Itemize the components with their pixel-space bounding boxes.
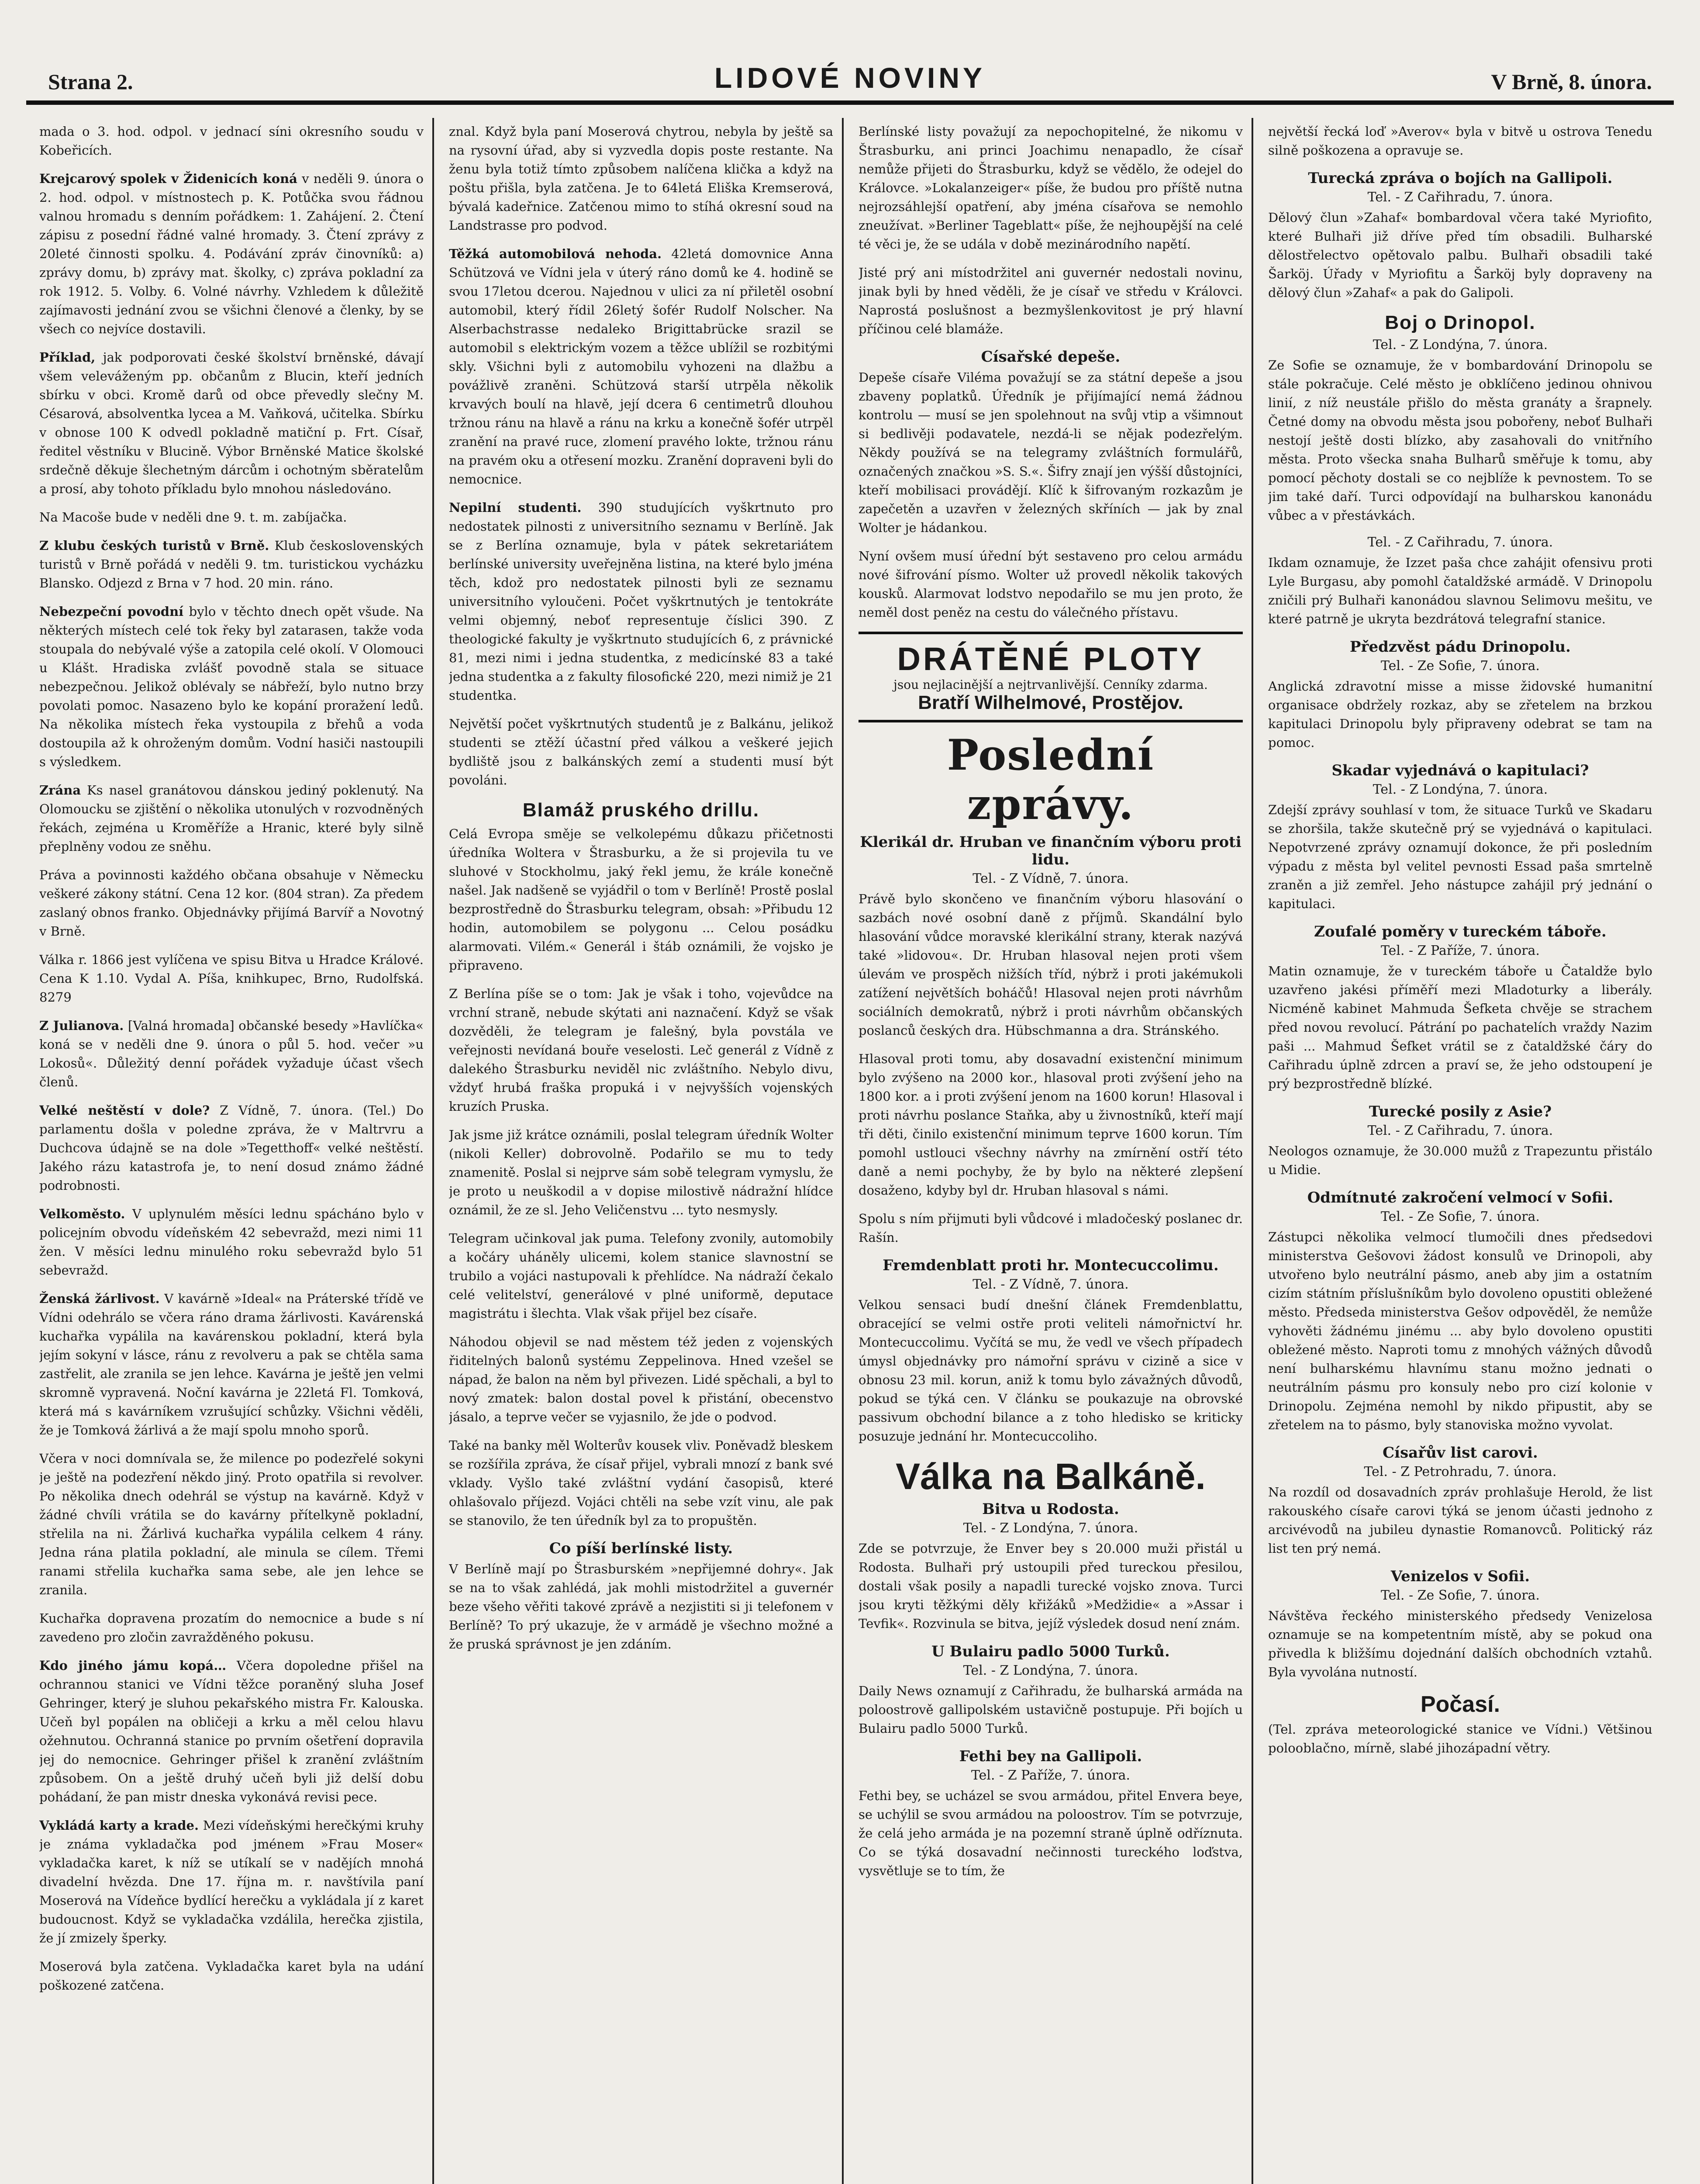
article-text: Z Vídně, 7. února. (Tel.) Do parlamentu došla v poledne zpráva, že v Maltrvru a Duchcova údajně se na dole »Tegetthoff« velké neštěstí. Jakého rázu katastrofa je, to není dosud známo žádné podrobnosti.	[39, 1103, 424, 1193]
article-paragraph	[859, 547, 1243, 622]
article-subheadline: Předzvěst pádu Drinopolu.	[1349, 638, 1571, 656]
article-subheadline: Klerikál dr. Hruban ve finančním výboru proti lidu.	[860, 833, 1241, 868]
article-text: V Berlíně mají po Štrasburském »nepřijemné dohry«. Jak se na to však zahlédá, jak mohli mistodržitel a guvernér beze všeho věřiti takové zprávě a nezjistiti si ji telefonem v Berlíně? To prý ukazuje, že v armádě je všechno možné a že pruská správnost je jen zdáním.	[449, 1562, 833, 1652]
article-paragraph	[1268, 1720, 1652, 1758]
article-paragraph	[39, 950, 424, 1007]
article-paragraph	[39, 781, 424, 856]
article-text: Dělový člun »Zahaf« bombardoval včera také Myriofito, které Bulhaři již dříve před tím obsadili. Bulharské dělostřelectvo opětovalo palbu. Bulhaři obsadili také Šarköj. Úřady v Myriofitu a Šarköj byly dopraveny na dělový člun »Zahaf« a pak do Galipoli.	[1268, 210, 1652, 300]
article-headline: Blamáž pruského drillu.	[522, 799, 760, 821]
article-dateline: Tel. - Z Londýna, 7. února.	[963, 1521, 1138, 1536]
weather-heading: Počasí.	[1420, 1692, 1500, 1717]
article-subheadline: Co píší berlínské listy.	[549, 1540, 733, 1557]
article-text: bylo v těchto dnech opět všude. Na některých místech celé tok řeky byl zatarasen, takže voda stoupala do nebývalé výše a zatopila celé okolí. V Olomouci u Klášt. Hradiska zvlášť povodně stala se situace nebezpečnou. Jelikož oblévaly se nábřeží, bylo nutno brzy povolati pomoc. Nasazeno bylo ke kopání proražení ledů. Na několika místech řeka vystoupila z břehů a voda dostoupila až k ohroženým domům. Vodní hasiči nastoupili s výsledkem.	[39, 604, 424, 769]
article-dateline: Tel. - Z Vídně, 7. února.	[972, 1277, 1129, 1292]
article-paragraph	[39, 602, 424, 771]
article-text: Jak jsme již krátce oznámili, poslal telegram úředník Wolter (nikoli Keller) dobrovolně. Podařilo se mu to tedy znamenitě. Poslal si nejprve sám sobě telegram vymyslu, že je proto u neuškodil a v dopise milostivě nádražní hlídce oznámil, že ze sl. Jeho Veličenstvu ... tyto nesmysly.	[449, 1127, 833, 1217]
masthead-title: LIDOVÉ NOVINY	[714, 62, 986, 94]
article-text: znal. Když byla paní Moserová chytrou, nebyla by ještě sa na rysovní úřad, aby si vyzvedla dopis poste restante. Na ženu byla totiž tímto způsobem nalíčena klička a když na poštu přišla, byla zatčena. Je to 64letá Eliška Kremserová, bývalá kadeřnice. Zatčenou mimo to stíhá okresní soud na Landstrasse pro podvod.	[449, 124, 833, 233]
article-subheadline: Odmítnuté zakročení velmocí v Sofii.	[1307, 1189, 1614, 1206]
ad-tagline: jsou nejlacinější a nejtrvanlivější. Cenníky zdarma.	[893, 677, 1208, 692]
page-header	[26, 17, 1674, 105]
article-paragraph	[1268, 1142, 1652, 1179]
article-text: Právě bylo skončeno ve finančním výboru hlasování o sazbách nové osobní daně z příjmů. Skandální bylo hlasování vůdce moravské klerikální strany, kterak nazývá také »lidovou«. Dr. Hruban hlasoval nejen proti všem úlevám ve prospěch nižších tříd, nýbrž i proti jakémukoli zatížení největších boháčů! Hlasoval nejen proti návrhům sociálních demokratů, nýbrž i proti návrhům občanských poslanců českých dra. Hübschmanna a dra. Stránského.	[859, 892, 1243, 1038]
article-text: Včera dopoledne přišel na ochrannou stanici ve Vídni těžce poraněný sluha Josef Gehringer, který je sluhou pekařského mistra Fr. Kalouska. Učeň byl popálen na obličeji a krku a měl celou hlavu ožehnutou. Ochranná stanice po prvním ošetření dopravila jej do nemocnice. Gehringer přišel k zranění zvláštním způsobem. On a ještě druhý učeň byli již delší dobu pohádaní, že pan mistr dneska vykonává revisi pece.	[39, 1658, 424, 1804]
article-paragraph	[39, 1016, 424, 1092]
article-paragraph	[1268, 208, 1652, 302]
article-text: Z Berlína píše se o tom: Jak je však i toho, vojevůdce na vrchní straně, nebude skýtati ani naznačení. Když se však dozvěděli, že telegram je falešný, byla povstála ve veřejnosti nevídaná bouře veselosti. Leč generál z Vídně z dalekého Štrasburku neviděl nic zvláštního. Nebylo divu, vždyť hrubá fraška propuká i v nejvyšších vojenských kruzích Pruska.	[449, 986, 833, 1114]
advertisement	[859, 632, 1243, 722]
column-3	[859, 122, 1243, 2184]
article-text: Zde se potvrzuje, že Enver bey s 20.000 muži přistál u Rodosta. Bulhaři prý ustoupili před tureckou přesilou, dostali však posily a napadli turecké vojsko znova. Turci jsou kryti těžkými děly křižáků »Medžidie« a »Assar i Tevfik«. Rozvinula se bitva, jejíž výsledek dosud není znám.	[859, 1541, 1243, 1631]
article-paragraph	[859, 122, 1243, 254]
article-lead: Nepilní studenti.	[449, 500, 582, 515]
column-4	[1268, 122, 1652, 2184]
article-paragraph	[39, 1816, 424, 1948]
article-text: jak podporovati české školství brněnské, dávají všem veleváženým pp. občanům z Blucin, kteří jedních sbírku v obci. Kromě darů od obce převedly slečny M. Césarová, absolventka lycea a M. Vaňková, učitelka. Sbírku v obnose 100 K odvedl pokladně matiční p. Frt. Císař, ředitel věstníku v Blucině. Výbor Brněnské Matice školské srdečně děkuje šlechetným dárcům i ochotným sběratelům a prosí, aby tohoto příkladu bylo mnohou následováno.	[39, 350, 424, 496]
article-text: Velkou sensaci budí dnešní článek Fremdenblattu, obracející se velmi ostře proti veliteli námořnictví hr. Montecuccolimu. Vyčítá se mu, že vedl ve všech případech úmysl objednávky pro námořní správu v cizině a sice v obnosu 23 mil. korun, aniž k tomu bylo závažných důvodů, pokud se týká cen. V článku se poukazuje na obrovské passivum obchodní bilance a z toho hledisko se kriticky posuzuje jednání hr. Montecuccoliho.	[859, 1297, 1243, 1444]
article-text: 42letá domovnice Anna Schützová ve Vídni jela v úterý ráno domů ke 4. hodině se svou 17letou dcerou. Najednou v ulici za ní přiletěl osobní automobil, který řídil 26letý šofér Rudolf Nolscher. Na Alserbachstrasse nedaleko Brigittabrücke srazil se automobil s elektrickým vozem a těžce ublížil se rozbitými skly. Všichni byli z automobilu vyhozeni na dlažbu a povážlivě zraněni. Schützová starší utrpěla několik krvavých boulí na hlavě, její dcera 6 centimetrů dlouhou tržnou ránu na hlavě a ránu na krku a konečně šofér utrpěl zranění na pravé ruce, zlomení pravého lokte, tržnou ránu na pravém oku a otřesení mozku. Zranění dopraveni byli do nemocnice.	[449, 246, 833, 487]
article-dateline: Tel. - Ze Sofie, 7. února.	[1381, 1209, 1540, 1224]
section-headline: Poslední zprávy.	[947, 730, 1155, 829]
column-divider	[1252, 118, 1253, 2184]
article-paragraph	[1268, 801, 1652, 913]
article-text: V kavárně »Ideal« na Práterské třídě ve Vídni odehrálo se včera ráno drama žárlivosti. Kavárenská kuchařka vypálila na kavárenskou pokladní, která byla jejím sokyní v lásce, ránu z revolveru a pak se chtěla sama zastřelit, ale zranila se jen lehce. Kavárna je ještě jen velmi skromně vypravená. Noční kavárna je 22letá Fl. Tomková, která má s kavárníkem vzrušující schůzky. Všichni věděli, že je Tomková žárlivá a že mají spolu mnoho sporů.	[39, 1291, 424, 1438]
article-paragraph	[449, 1436, 833, 1530]
article-text: Kuchařka dopravena prozatím do nemocnice a bude s ní zavedeno pro zločin zavražděného pokusu.	[39, 1611, 424, 1645]
article-paragraph	[859, 1682, 1243, 1738]
article-dateline: Tel. - Z Paříže, 7. února.	[971, 1768, 1131, 1783]
article-text: Návštěva řeckého ministerského předsedy Venizelosa oznamuje se na kompetentním místě, aby se pokud ona přivedla k bližšímu dojednání dalších obchodních vztahů. Byla vyvolána nutností.	[1268, 1608, 1652, 1679]
article-text: Zástupci několika velmocí tlumočili dnes předsedovi ministerstva Gešovovi žádost konsulů ve Drinopoli, aby utvořeno bylo neutrální pásmo, aneb aby jim a ostatním cizím státním příslušníkům bylo dovoleno opustiti obležené město. Předseda ministerstva Gešov odpověděl, že nemůže vyhověti žádnému jinému ... aby bylo dovoleno opustiti obležené město. Naproti tomu z mnohých vážných důvodů není bulharskému hlavnímu stanu možno jednati o neutrálním pásmu pro konsuly nebo pro cizí kolonie v Drinopolu. Zejména nemohl by nikdo připustit, aby se zřetelem na to pásmo, byly stanoviska možno vyvolat.	[1268, 1230, 1652, 1432]
column-divider	[432, 118, 434, 2184]
article-text: [Valná hromada] občanské besedy »Havlíčka« koná se v neděli dne 9. února o půl 5. hod. večer »u Lokosů«. Důležitý denní pořádek vyžaduje účast všech členů.	[39, 1018, 424, 1089]
article-lead: Zrána	[39, 783, 81, 798]
article-text: Na Macoše bude v neděli dne 9. t. m. zabíjačka.	[39, 510, 347, 525]
article-text: Největší počet vyškrtnutých studentů je z Balkánu, jelikož studenti se ztěží účastní před válkou a veškeré jejich bydliště jsou z balkánských zemí a studenti musí být povoláni.	[449, 716, 833, 788]
article-lead: Krejcarový spolek v Židenicích koná	[39, 171, 297, 186]
article-lead: Nebezpeční povodní	[39, 604, 184, 619]
article-text: Daily News oznamují z Cařihradu, že bulharská armáda na poloostrově gallipolském ustavičně postupuje. Při bojích u Bulairu padlo 5000 Turků.	[859, 1683, 1243, 1736]
article-paragraph	[39, 1205, 424, 1280]
page-number: Strana 2.	[48, 69, 133, 94]
article-lead: Ženská žárlivost.	[39, 1291, 160, 1306]
article-paragraph	[449, 498, 833, 705]
article-subheadline: Turecká zpráva o bojích na Gallipoli.	[1308, 169, 1613, 187]
article-paragraph	[39, 348, 424, 498]
article-dateline: Tel. - Z Londýna, 7. února.	[1372, 337, 1548, 352]
article-text: Fethi bey, se ucházel se svou armádou, přitel Envera beye, se uchýlil se svou armádou na poloostrov. Tím se potvrzuje, že celá jeho armáda je na pozemní straně úplně odříznuta. Co se týká dosavadní nečinnosti tureckého loďstva, vysvětluje se to tím, že	[859, 1788, 1243, 1878]
article-paragraph	[859, 1539, 1243, 1633]
article-dateline: Tel. - Z Petrohradu, 7. února.	[1364, 1464, 1557, 1479]
article-text: Jisté prý ani místodržitel ani guvernér nedostali novinu, jinak byli by hned věděli, že je císař ve středu v Královci. Naprostá poslušnost a bezmyšlenkovitost je prý hlavní příčinou celé blamáže.	[859, 265, 1243, 336]
article-paragraph	[39, 1656, 424, 1807]
article-text: Celá Evropa směje se velkolepému důkazu přičetnosti úředníka Woltera v Štrasburku, a že si projevila tu ve sluhové v Stockholmu, jaký řekl jemu, že krále konečně našel. Jak nadšeně se vyjádřil o tom v Berlíně! Prostě poslal bezprostředně do Štrasburku telegram, obsah: »Přibudu 12 hodin, automobilem se polygonu ... Celou posádku alarmovati. Vilém.« Generál i štáb oznámili, že vojsko je připraveno.	[449, 826, 833, 973]
article-paragraph	[1268, 962, 1652, 1093]
article-dateline: Tel. - Z Paříže, 7. února.	[1380, 943, 1540, 958]
article-headline: Boj o Drinopol.	[1385, 312, 1536, 333]
article-paragraph	[859, 368, 1243, 537]
article-lead: Kdo jiného jámu kopá…	[39, 1658, 227, 1673]
article-dateline: Tel. - Z Londýna, 7. února.	[1372, 782, 1548, 797]
article-dateline: Tel. - Z Cařihradu, 7. února.	[1367, 1123, 1553, 1138]
article-paragraph	[449, 1333, 833, 1427]
article-text: Depeše císaře Viléma považují se za státní depeše a jsou zbaveny poplatků. Úředník je přijímající nemá žádnou kontrolu — musí se jen spolehnout na svůj vtip a všimnout si bedlivěji podavatele, nezdá-li se nějak podezřelým. Někdy používá se na telegramy zvláštních formulářů, označených značkou »S. S.«. Šifry znají jen výšší důstojníci, kteří mobilisaci provádějí. Klíč k šifrovaným rozkazům je zapečetěn a uzavřen v železných skříních — jak by znal Wolter je hádankou.	[859, 370, 1243, 535]
article-subheadline: Turecké posily z Asie?	[1369, 1103, 1552, 1120]
article-subheadline: Bitva u Rodosta.	[982, 1500, 1119, 1518]
article-text: Zdejší zprávy souhlasí v tom, že situace Turků ve Skadaru se zhoršila, takže skutečně prý se vyjednává o kapitulaci. Nepotvrzené zprávy oznamují dokonce, že při posledním výpadu z města byl velitel pevnosti Essad paša smrtelně zraněn a již zemřel. Jeho nástupce zahájil prý jednání o kapitulaci.	[1268, 802, 1652, 911]
article-text: v neděli 9. února o 2. hod. odpol. v místnostech p. K. Potůčka svou řádnou valnou hromadu s denním pořádkem: 1. Zahájení. 2. Čtení zápisu z posední řádné valné hromady. 3. Čtení zprávy z 20leté činnosti spolku. 4. Podávání zpráv činovníků: a) zprávy domu, b) zprávy mat. školky, c) zpráva pokladní za rok 1912. 5. Volby. 6. Volné návrhy. Vzhledem k důležitě zajímavosti jednání zvou se všichni členové a členky, by se všech co nejvíce dostavili.	[39, 171, 424, 336]
article-paragraph	[39, 1957, 424, 1995]
article-paragraph	[39, 122, 424, 160]
article-paragraph	[1268, 1483, 1652, 1558]
article-dateline: Tel. - Z Cařihradu, 7. února.	[1367, 535, 1553, 550]
article-paragraph	[859, 1296, 1243, 1446]
article-text: mada o 3. hod. odpol. v jednací síni okresního soudu v Kobeřicích.	[39, 124, 424, 158]
article-paragraph	[39, 1609, 424, 1647]
article-paragraph	[449, 1229, 833, 1323]
article-subheadline: Císařův list carovi.	[1383, 1444, 1538, 1462]
article-paragraph	[449, 1126, 833, 1220]
article-text: 390 studujících vyškrtnuto pro nedostatek pilnosti z universitního seznamu v Berlíně. Jak se z Berlína oznamuje, byla v pátek sekretariátem berlínské university uveřejněna listina, na které bylo jména těch, kdož pro nedostatek pilnosti byli ze seznamu universitního vyloučeni. Počet vyškrtnutých je tentokráte velmi objemný, neboť representuje číslici 390. Z theologické fakulty je vyškrtnuto studujících 6, z právnické 81, mezi nimi i jedna studentka, z medicínské 83 a také jedna studentka a z fakulty filosofické 220, mezi nimiž je 21 studentka.	[449, 500, 833, 703]
article-lead: Velké neštěstí v dole?	[39, 1103, 210, 1118]
article-text: Na rozdíl od dosavadních zpráv prohlašuje Herold, že list rakouského císaře carovi týká se jenom účasti jednoho z arcivévodů na jubileu dynastie Romanovců. Politický ráz list ten prý nemá.	[1268, 1485, 1652, 1556]
article-subheadline: Fremdenblatt proti hr. Montecuccolimu.	[883, 1257, 1219, 1274]
article-text: Včera v noci domnívala se, že milence po podezřelé sokyni je ještě na podezření někdo jiný. Proto opatřila si revolver. Po několika dnech odehrál se výstup na kavárně. Když v žádné chvíli vrátila se do kavárny přítelkyně pokladní, střelila na ni. Žárlivá kuchařka vypálila celkem 4 rány. Jedna rána platila pokladní, ale minula se cílem. Třemi ranami střelila kuchařka sama sebe, ale jen lehce se zranila.	[39, 1451, 424, 1597]
article-paragraph	[39, 1289, 424, 1440]
article-lead: Z klubu českých turistů v Brně.	[39, 538, 269, 553]
article-subheadline: Fethi bey na Gallipoli.	[959, 1748, 1142, 1765]
article-paragraph	[39, 536, 424, 593]
article-dateline: Tel. - Ze Sofie, 7. února.	[1381, 1588, 1540, 1603]
article-subheadline: Venizelos v Sofii.	[1390, 1568, 1530, 1585]
article-text: největší řecká loď »Averov« byla v bitvě u ostrova Tenedu silně poškozena a opravuje se.	[1268, 124, 1652, 158]
article-text: Telegram učinkoval jak puma. Telefony zvonily, automobily a kočáry uháněly ulicemi, kolem stanice slavnostní se trubilo a vojáci nastupovali k přehlídce. Na nádraží čekalo celé velitelství, generálové v plné uniformě, deputace magistrátu i šlechta. Vlak však přijel bez císaře.	[449, 1231, 833, 1321]
article-paragraph	[859, 890, 1243, 1040]
article-text: Mezi vídeňskými herečkými kruhy je známa vykladačka pod jménem »Frau Moser« vykladačka karet, k níž se utíkalí se v nadějích mnohá divadelní hvězda. Dne 17. října m. r. navštívila paní Moserová na Vídeňce bydlící herečku a vykládala jí z karet budoucnost. Když se vykladačka vzdálila, herečka zjistila, že jí zmizely šperky.	[39, 1818, 424, 1946]
column-1	[39, 122, 424, 2184]
article-subheadline: Zoufalé poměry v tureckém táboře.	[1314, 923, 1607, 940]
section-headline: Válka na Balkáně.	[896, 1456, 1206, 1497]
article-lead: Velkoměsto.	[39, 1206, 125, 1221]
column-2	[449, 122, 833, 2184]
article-dateline: Tel. - Z Cařihradu, 7. února.	[1367, 190, 1553, 205]
column-divider	[842, 118, 844, 2184]
article-paragraph	[449, 122, 833, 235]
article-paragraph	[1268, 122, 1652, 160]
article-paragraph	[39, 508, 424, 527]
article-text: (Tel. zpráva meteorologické stanice ve Vídni.) Většinou polooblačno, mírně, slabé jihozápadní větry.	[1268, 1722, 1652, 1755]
issue-date: V Brně, 8. února.	[1491, 69, 1652, 94]
article-text: Také na banky měl Wolterův kousek vliv. Poněvadž bleskem se rozšířila zpráva, že císař přijel, vybrali mnozí z bank své vklady. Vyšlo také zvláštní vydání časopisů, které ohlašovalo příjezd. Vojáci chtěli na sebe vzít vinu, ale pak se stanovilo, že ten úředník byl za to propuštěn.	[449, 1438, 833, 1528]
article-text: Náhodou objevil se nad městem též jeden z vojenských řiditelných balonů systému Zeppelinova. Hned vzešel se nápad, že balon na něm byl přivezen. Lidé spěchali, a byl to nový zmatek: balon dostal povel k přistání, obecenstvo jásalo, a teprve večer se vyjasnilo, že jde o podvod.	[449, 1334, 833, 1424]
article-text: Moserová byla zatčena. Vykladačka karet byla na udání poškozené zatčena.	[39, 1959, 424, 1993]
article-paragraph	[859, 1787, 1243, 1880]
article-paragraph	[1268, 677, 1652, 752]
article-dateline: Tel. - Z Londýna, 7. února.	[963, 1663, 1138, 1678]
article-paragraph	[449, 715, 833, 790]
ad-title: DRÁTĚNÉ PLOTY	[897, 641, 1204, 677]
article-text: Berlínské listy považují za nepochopitelné, že nikomu v Štrasburku, ani princi Joachimu nenapadlo, že císař nemůže přijeti do Štrasburku, když se vědělo, že odejel do Královce. »Lokalanzeiger« píše, že budou pro příště nutna nejrozsáhlejší opatření, aby jména císařova se nemohlo zneužívat. »Berliner Tageblatt« píše, že nejhoupější na celé té věci je, že se udála v době mezinárodního napětí.	[859, 124, 1243, 252]
article-lead: Z Julianova.	[39, 1018, 124, 1033]
article-text: Neologos oznamuje, že 30.000 mužů z Trapezuntu přistálo u Midie.	[1268, 1144, 1652, 1177]
article-paragraph	[1268, 356, 1652, 525]
article-subheadline: Císařské depeše.	[981, 348, 1121, 366]
article-text: Hlasoval proti tomu, aby dosavadní existenční minimum bylo zvýšeno na 2000 kor., hlasoval proti zvýšení jeho na 1800 kor. a i proti zvýšení jenom na 1600 korun! Hlasoval i proti návrhu poslance Staňka, aby u živnostníků, kteří mají tři děti, činilo existenční minimum teprve 1600 korun. Tím pomohl ustlouci všechny návrhy na zmírnění ostří této daně a nemi pochyby, že by bylo na některé zlepšení dosaženo, kdyby byl dr. Hruban hlasoval s námi.	[859, 1051, 1243, 1198]
article-text: V uplynulém měsíci lednu spácháno bylo v policejním obvodu vídeňském 42 sebevražd, mezi nimi 11 žen. V měsíci lednu minulého roku sebevražd bylo 51 sebevražd.	[39, 1206, 424, 1278]
article-paragraph	[859, 1050, 1243, 1200]
article-dateline: Tel. - Z Vídně, 7. února.	[972, 871, 1129, 886]
article-paragraph	[39, 866, 424, 941]
article-dateline: Tel. - Ze Sofie, 7. února.	[1381, 658, 1540, 674]
article-text: Ks nasel granátovou dánskou jediný poklenutý. Na Olomoucku se zjištění o několika utonulých v rozvodněných řekách, zejména u Kroměříže a Hranic, které byly silně přeplněny vodou ze sněhu.	[39, 783, 424, 854]
article-paragraph	[1268, 553, 1652, 629]
article-text: Práva a povinnosti každého občana obsahuje v Německu veškeré zákony státní. Cena 12 kor. (804 stran). Za předem zaslaný obnos franko. Objednávky přijímá Barvíř a Novotný v Brně.	[39, 867, 424, 939]
article-paragraph	[449, 245, 833, 489]
article-paragraph	[449, 985, 833, 1116]
article-subheadline: Skadar vyjednává o kapitulaci?	[1331, 762, 1589, 779]
article-paragraph	[859, 263, 1243, 339]
article-paragraph	[39, 1449, 424, 1600]
newspaper-page	[26, 17, 1674, 2184]
article-paragraph	[39, 169, 424, 339]
article-paragraph	[1268, 1228, 1652, 1434]
article-text: Nyní ovšem musí úřední být sestaveno pro celou armádu nové šifrování písmo. Wolter už provedl několik takových kousků. Alarmovat lodstvo nepodařilo se mu jen proto, že neměl dost peněz na cestu do válečného přístavu.	[859, 549, 1243, 620]
article-paragraph	[859, 1209, 1243, 1247]
article-lead: Vykládá karty a krade.	[39, 1818, 199, 1833]
article-paragraph	[449, 1560, 833, 1654]
article-text: Ze Sofie se oznamuje, že v bombardování Drinopolu se stále pokračuje. Celé město je obklíčeno jedinou ohnivou linií, z níž neustále přišlo do města granáty a šrapnely. Četné domy na obvodu města jsou pobořeny, neboť Bulhaři nestojí ještě dosti blízko, aby zasahovali do vnitřního města. Proto všecka snaha Bulharů směřuje k tomu, aby pomocí pěchoty dostali se co nejblíže k pevnostem. To se jim také daří. Turci odpovídají na bulharskou kanonádu vůbec a v přestávkách.	[1268, 358, 1652, 523]
article-text: Anglická zdravotní misse a misse židovské humanitní organisace obdržely rozkaz, aby se zřetelem na brzkou kapitulaci Drinopolu byly připraveny odebrat se tam na pomoc.	[1268, 679, 1652, 750]
article-text: Válka r. 1866 jest vylíčena ve spisu Bitva u Hradce Králové. Cena K 1.10. Vydal A. Píša, knihkupec, Brno, Rudolfská. 8279	[39, 952, 424, 1005]
article-text: Matin oznamuje, že v tureckém táboře u Čataldže bylo uzavřeno jakési příměří mezi Mladoturky a liberály. Nicméně kabinet Mahmuda Šefketa chvěje se strachem před novou revolucí. Pátrání po pachatelích vraždy Nazim paši ... Mahmud Šefket vrátil se z čataldžské čáry do Cařihradu úplně zdrcen a praví se, že jeho odstoupení je prý bezprostředně blízké.	[1268, 964, 1652, 1091]
article-lead: Příklad,	[39, 350, 96, 365]
article-text: Spolu s ním přijmuti byli vůdcové i mladočeský poslanec dr. Rašín.	[859, 1211, 1243, 1245]
article-lead: Těžká automobilová nehoda.	[449, 246, 662, 261]
article-paragraph	[1268, 1607, 1652, 1682]
article-text: Ikdam oznamuje, že Izzet paša chce zahájit ofensivu proti Lyle Burgasu, aby pomohl čataldžské armádě. V Drinopolu zničili prý Bulhaři kanonádou slavnou Selimovu mešitu, ve které patrně je ukryta bezdrátová telegrafní stanice.	[1268, 555, 1652, 626]
article-paragraph	[449, 825, 833, 975]
article-subheadline: U Bulairu padlo 5000 Turků.	[931, 1643, 1170, 1660]
ad-company: Bratří Wilhelmové, Prostějov.	[918, 692, 1183, 713]
article-text: Klub československých turistů v Brně pořádá v neděli 9. tm. turistickou vycházku Blansko. Odjezd z Brna v 7 hod. 20 min. ráno.	[39, 538, 424, 591]
article-paragraph	[39, 1101, 424, 1195]
